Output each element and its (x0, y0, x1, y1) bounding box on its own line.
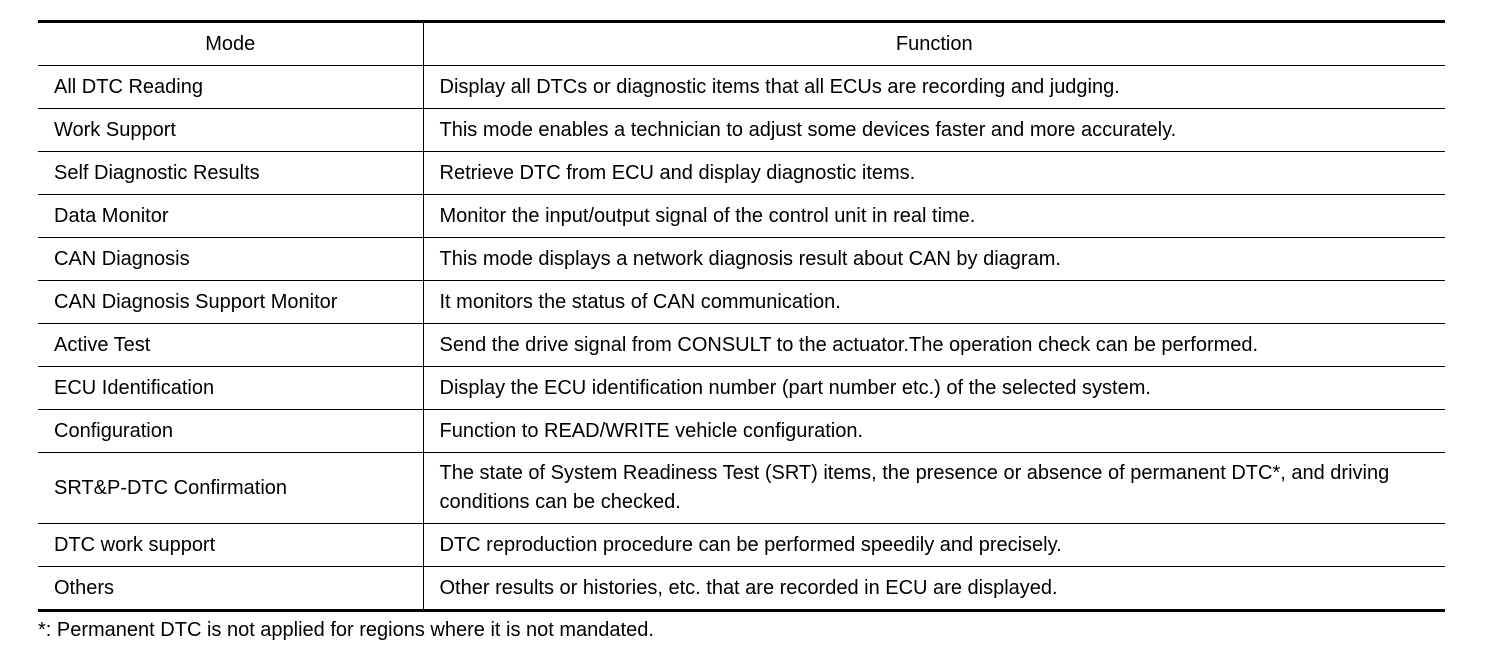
mode-cell: Work Support (38, 109, 423, 152)
footnote: *: Permanent DTC is not applied for regions where it is not mandated. (38, 619, 654, 641)
function-cell: It monitors the status of CAN communication. (423, 281, 1445, 324)
table-header-row (38, 22, 1445, 66)
function-cell: DTC reproduction procedure can be performed speedily and precisely. (423, 524, 1445, 567)
mode-cell: ECU Identification (38, 367, 423, 410)
function-cell: This mode enables a technician to adjust some devices faster and more accurately. (423, 109, 1445, 152)
mode-cell: Configuration (38, 410, 423, 453)
table-row (38, 281, 1445, 324)
mode-cell: SRT&P-DTC Confirmation (38, 453, 423, 524)
function-cell: Display all DTCs or diagnostic items that all ECUs are recording and judging. (423, 66, 1445, 109)
table-row (38, 109, 1445, 152)
mode-function-table (38, 20, 1445, 612)
function-cell: This mode displays a network diagnosis result about CAN by diagram. (423, 238, 1445, 281)
table-row (38, 324, 1445, 367)
table-row (38, 238, 1445, 281)
table-row (38, 152, 1445, 195)
mode-cell: CAN Diagnosis Support Monitor (38, 281, 423, 324)
table-row (38, 195, 1445, 238)
function-cell: The state of System Readiness Test (SRT) items, the presence or absence of permanent DTC*, and driving conditions can be checked. (423, 453, 1445, 524)
header-function: Function (423, 22, 1445, 66)
mode-function-table-container (38, 20, 1445, 612)
function-cell: Other results or histories, etc. that are recorded in ECU are displayed. (439, 576, 1058, 599)
function-cell: Retrieve DTC from ECU and display diagnostic items. (423, 152, 1445, 195)
mode-cell: Others (38, 567, 423, 611)
mode-cell: DTC work support (38, 524, 423, 567)
mode-cell: CAN Diagnosis (38, 238, 423, 281)
table-row (38, 567, 1445, 611)
mode-cell: Self Diagnostic Results (38, 152, 423, 195)
table-row (38, 410, 1445, 453)
mode-cell: Data Monitor (38, 195, 423, 238)
function-cell: Function to READ/WRITE vehicle configuration. (423, 410, 1445, 453)
function-cell: Monitor the input/output signal of the control unit in real time. (423, 195, 1445, 238)
table-row (38, 367, 1445, 410)
table-row (38, 524, 1445, 567)
mode-cell: Active Test (38, 324, 423, 367)
table-row (38, 66, 1445, 109)
function-cell: Send the drive signal from CONSULT to the actuator.The operation check can be performed. (423, 324, 1445, 367)
header-mode: Mode (38, 22, 423, 66)
mode-cell: All DTC Reading (38, 66, 423, 109)
function-cell: Display the ECU identification number (part number etc.) of the selected system. (423, 367, 1445, 410)
table-row (38, 453, 1445, 524)
